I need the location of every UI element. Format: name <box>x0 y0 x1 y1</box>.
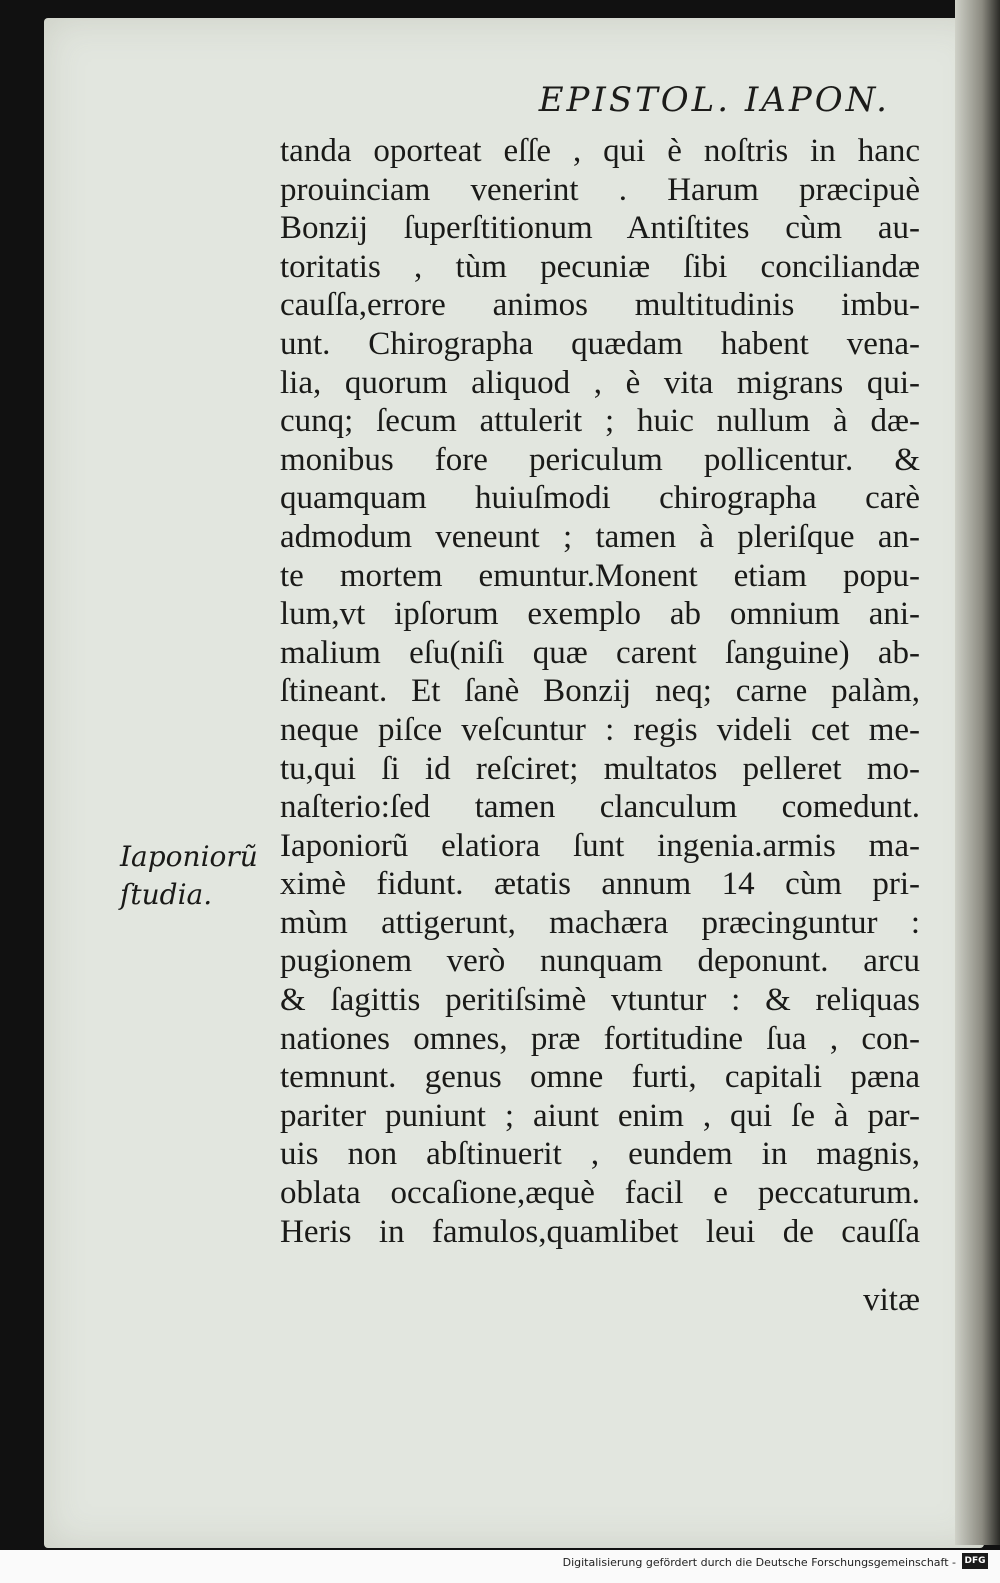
text-line: tu,qui ſi id reſciret; multatos pelleret mo- <box>280 750 920 787</box>
text-line: prouinciam venerint . Harum præcipuè <box>280 171 920 208</box>
text-line: & ſagittis peritiſsimè vtuntur : & reliquas <box>280 982 920 1019</box>
text-line: tanda oporteat eſſe , qui è noſtris in hanc <box>280 133 920 169</box>
text-line: toritatis , tùm pecuniæ ſibi conciliandæ <box>280 248 920 285</box>
text-line: lia, quorum aliquod , è vita migrans qui- <box>280 364 920 401</box>
text-line: ſtineant. Et ſanè Bonzij neq; carne palàm, <box>280 673 920 710</box>
running-head: EPISTOL. IAPON. <box>538 80 890 120</box>
text-line: Heris in famulos,quamlibet leui de cauſſa <box>280 1213 920 1250</box>
text-line: ximè fidunt. ætatis annum 14 cùm pri- <box>280 866 920 903</box>
body-text <box>280 132 920 1251</box>
text-line: te mortem emuntur.Monent etiam popu- <box>280 557 920 594</box>
marginal-note <box>120 838 270 914</box>
text-line: lum,vt ipſorum exemplo ab omnium ani- <box>280 596 920 633</box>
marginal-note-line: Iaponiorũ <box>120 840 258 873</box>
text-line: quamquam huiuſmodi chirographa carè <box>280 480 920 517</box>
text-line: admodum veneunt ; tamen à pleriſque an- <box>280 518 920 555</box>
text-line: nationes omnes, præ fortitudine ſua , con- <box>280 1020 920 1057</box>
text-line: unt. Chirographa quædam habent vena- <box>280 325 920 362</box>
text-line: neque piſce veſcuntur : regis videli cet me- <box>280 711 920 748</box>
text-line: naſterio:ſed tamen clanculum comedunt. <box>280 789 920 826</box>
text-line: pugionem verò nunquam deponunt. arcu <box>280 943 920 980</box>
text-line: temnunt. genus omne furti, capitali pæna <box>280 1059 920 1096</box>
dfg-logo: DFG <box>962 1553 988 1569</box>
text-line: pariter puniunt ; aiunt enim , qui ſe à par- <box>280 1097 920 1134</box>
text-line: cauſſa,errore animos multitudinis imbu- <box>280 287 920 324</box>
funding-credit: Digitalisierung gefördert durch die Deutsche Forschungsgemeinschaft - <box>562 1556 956 1569</box>
text-line: malium eſu(niſi quæ carent ſanguine) ab- <box>280 634 920 671</box>
marginal-note-line: ſtudia. <box>120 878 213 911</box>
text-line: oblata occaſione,æquè facil e peccaturum. <box>280 1175 920 1212</box>
text-line: monibus fore periculum pollicentur. & <box>280 441 920 478</box>
text-line: mùm attigerunt, machæra præcinguntur : <box>280 904 920 941</box>
text-line: Bonzij ſuperſtitionum Antiſtites cùm au- <box>280 210 920 247</box>
text-line: Iaponiorũ elatiora ſunt ingenia.armis ma- <box>280 827 920 864</box>
text-line: cunq; ſecum attulerit ; huic nullum à dæ- <box>280 403 920 440</box>
catchword: vitæ <box>863 1282 920 1318</box>
text-line: uis non abſtinuerit , eundem in magnis, <box>280 1136 920 1173</box>
book-spine <box>955 0 1000 1545</box>
